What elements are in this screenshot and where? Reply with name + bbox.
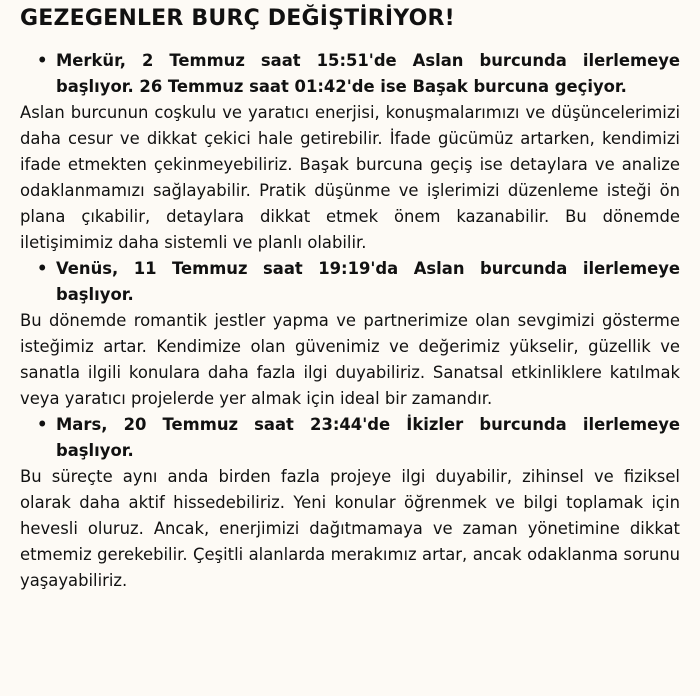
- section-heading-text: Mars, 20 Temmuz saat 23:44'de İkizler burcunda ilerlemeye başlıyor.: [56, 415, 680, 460]
- section-mercury: [20, 48, 680, 256]
- section-heading: [20, 256, 680, 308]
- section-heading: [20, 48, 680, 100]
- article: [20, 4, 680, 594]
- section-body: Bu süreçte aynı anda birden fazla projeye ilgi duyabilir, zihinsel ve fiziksel olarak daha aktif hissedebiliriz. Yeni konular öğrenmek ve bilgi toplamak için hevesli oluruz. Ancak, enerjimizi dağıtmamaya ve zaman yönetimine dikkat etmemiz gerekebilir. Çeşitli alanlarda merakımız artar, ancak odaklanma sorunu yaşayabiliriz.: [20, 467, 680, 590]
- bullet-icon: •: [37, 51, 48, 70]
- section-mars: [20, 412, 680, 594]
- bullet-icon: •: [37, 415, 48, 434]
- page-title: GEZEGENLER BURÇ DEĞİŞTİRİYOR!: [20, 6, 455, 31]
- section-body: Bu dönemde romantik jestler yapma ve partnerimize olan sevgimizi gösterme isteğimiz artar. Kendimize olan güvenimiz ve değerimiz yükselir, güzellik ve sanatla ilgili konulara daha fazla ilgi duyabiliriz. Sanatsal etkinliklere katılmak veya yaratıcı projelerde yer almak için ideal bir zamandır.: [20, 311, 680, 408]
- section-heading-text: Venüs, 11 Temmuz saat 19:19'da Aslan burcunda ilerlemeye başlıyor.: [56, 259, 680, 304]
- bullet-icon: •: [37, 259, 48, 278]
- section-heading-text: Merkür, 2 Temmuz saat 15:51'de Aslan burcunda ilerlemeye başlıyor. 26 Temmuz saat 01:42'de ise Başak burcuna geçiyor.: [56, 51, 680, 96]
- section-body: Aslan burcunun coşkulu ve yaratıcı enerjisi, konuşmalarımızı ve düşüncelerimizi daha cesur ve dikkat çekici hale getirebilir. İfade gücümüz artarken, kendimizi ifade etmekten çekinmeyebiliriz. Başak burcuna geçiş ise detaylara ve analize odaklanmamızı sağlayabilir. Pratik düşünme ve işlerimizi düzenleme isteği ön plana çıkabilir, detaylara dikkat etmek önem kazanabilir. Bu dönemde iletişimimiz daha sistemli ve planlı olabilir.: [20, 103, 680, 252]
- section-venus: [20, 256, 680, 412]
- section-heading: [20, 412, 680, 464]
